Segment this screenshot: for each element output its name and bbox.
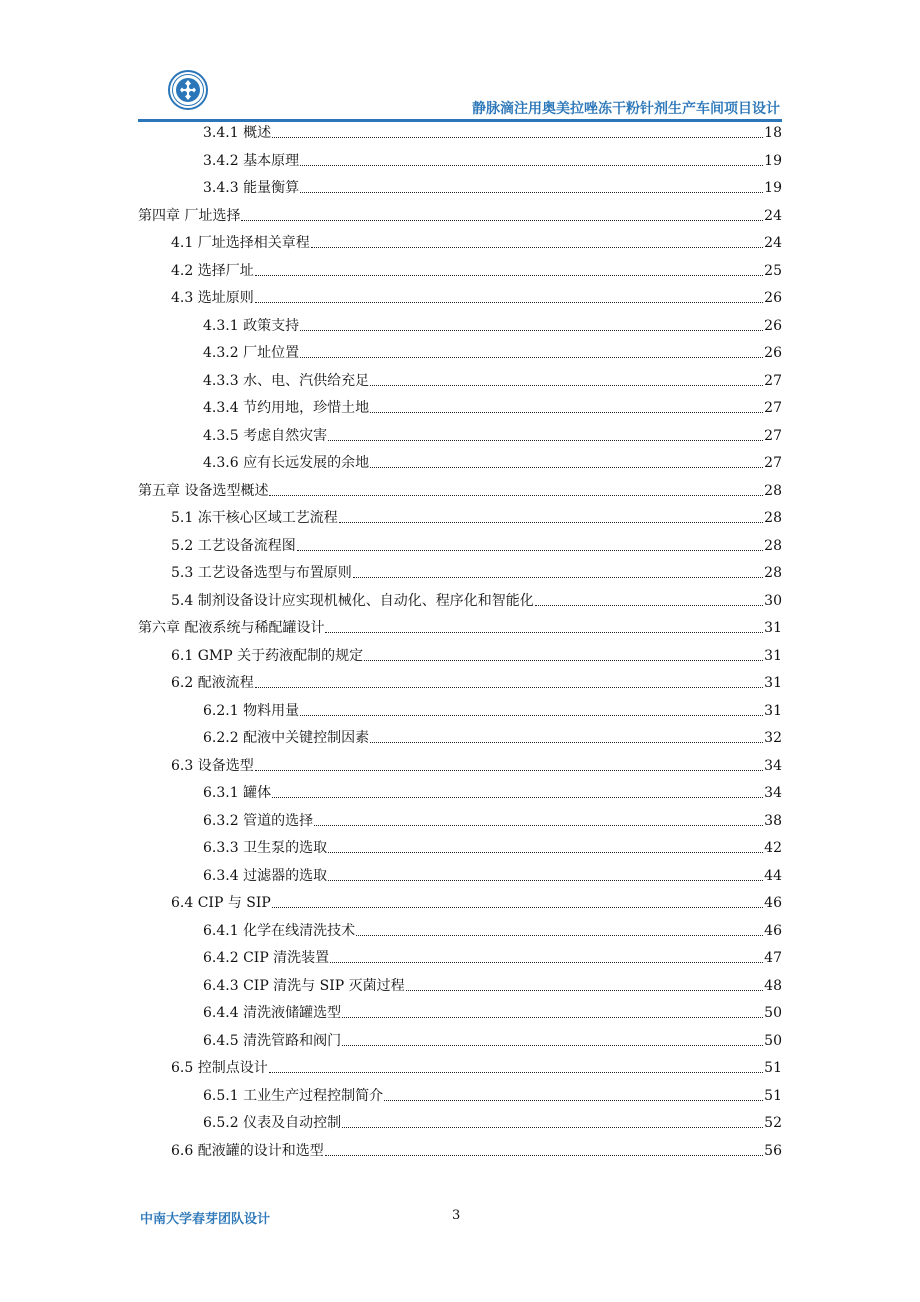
toc-entry-title: 6.4.3 CIP 清洗与 SIP 灭菌过程 (203, 977, 405, 994)
toc-entry-title: 6.2.2 配液中关键控制因素 (203, 730, 370, 746)
dot-leader (300, 165, 763, 166)
toc-entry[interactable] (203, 701, 782, 721)
toc-entry-page: 56 (764, 1142, 782, 1159)
toc-entry[interactable] (138, 206, 782, 226)
toc-entry[interactable] (171, 673, 782, 693)
toc-entry-title: 5.4 制剂设备设计应实现机械化、自动化、程序化和智能化 (171, 592, 534, 609)
toc-entry-page: 51 (764, 1060, 782, 1076)
toc-entry-title: 4.3 选址原则 (171, 290, 254, 306)
toc-entry-title: 4.3.5 考虑自然灾害 (203, 427, 328, 444)
dot-leader (255, 770, 763, 771)
footer-team-name: 中南大学春芽团队设计 (140, 1212, 271, 1227)
toc-entry-title: 6.3.2 管道的选择 (203, 812, 314, 829)
toc-entry[interactable] (171, 508, 782, 528)
toc-entry-page: 19 (764, 180, 782, 196)
header-divider (138, 119, 782, 122)
toc-entry-title: 4.3.4 节约用地，珍惜土地 (203, 400, 370, 416)
toc-entry-title: 4.3.6 应有长远发展的余地 (203, 455, 370, 471)
dot-leader (297, 550, 763, 551)
toc-entry[interactable] (171, 563, 782, 583)
toc-entry-page: 24 (764, 235, 782, 251)
toc-entry-page: 28 (764, 537, 782, 554)
toc-entry[interactable] (203, 783, 782, 803)
dot-leader (241, 220, 763, 221)
toc-entry-title: 6.1 GMP 关于药液配制的规定 (171, 647, 364, 664)
toc-entry-page: 31 (764, 620, 782, 636)
toc-entry-title: 4.3.1 政策支持 (203, 317, 300, 334)
toc-entry-title: 6.3.1 罐体 (203, 785, 272, 801)
toc-entry-title: 6.4.5 清洗管路和阀门 (203, 1032, 342, 1049)
toc-entry-page: 26 (764, 345, 782, 361)
toc-entry-title: 6.3.3 卫生泵的选取 (203, 840, 328, 856)
toc-entry-title: 第四章 厂址选择 (138, 207, 241, 224)
toc-entry-title: 3.4.3 能量衡算 (203, 180, 300, 196)
toc-entry-page: 27 (764, 427, 782, 444)
dot-leader (342, 1045, 763, 1046)
toc-entry-page: 51 (764, 1087, 782, 1104)
dot-leader (272, 797, 763, 798)
toc-entry-page: 26 (764, 290, 782, 306)
toc-entry[interactable] (203, 1003, 782, 1023)
toc-entry[interactable] (203, 1031, 782, 1051)
toc-entry-title: 6.3.4 过滤器的选取 (203, 867, 328, 884)
dot-leader (384, 1100, 763, 1101)
dot-leader (342, 1017, 763, 1018)
toc-entry-page: 31 (764, 647, 782, 664)
toc-entry[interactable] (138, 618, 782, 638)
toc-entry-title: 4.3.2 厂址位置 (203, 345, 300, 361)
toc-entry-title: 5.2 工艺设备流程图 (171, 537, 296, 554)
toc-entry-title: 4.1 厂址选择相关章程 (171, 235, 310, 251)
toc-entry[interactable] (203, 151, 782, 171)
dot-leader (356, 935, 763, 936)
dot-leader (300, 330, 763, 331)
dot-leader (255, 302, 763, 303)
toc-entry[interactable] (203, 123, 782, 143)
toc-entry[interactable] (203, 866, 782, 886)
dot-leader (300, 357, 763, 358)
toc-entry[interactable] (203, 371, 782, 391)
toc-entry[interactable] (203, 1086, 782, 1106)
toc-entry-title: 3.4.2 基本原理 (203, 152, 300, 169)
dot-leader (300, 715, 763, 716)
toc-entry-page: 34 (764, 785, 782, 801)
toc-entry-page: 32 (764, 730, 782, 746)
university-seal-icon (168, 70, 208, 110)
toc-entry-title: 4.2 选择厂址 (171, 262, 254, 279)
toc-entry-page: 50 (764, 1005, 782, 1021)
toc-entry-page: 19 (764, 152, 782, 169)
toc-entry-page: 44 (764, 867, 782, 884)
toc-entry-title: 5.1 冻干核心区域工艺流程 (171, 510, 338, 526)
toc-entry[interactable] (171, 288, 782, 308)
toc-entry-title: 6.5.2 仪表及自动控制 (203, 1115, 342, 1131)
toc-entry-page: 46 (764, 922, 782, 939)
toc-entry-title: 6.6 配液罐的设计和选型 (171, 1142, 324, 1159)
toc-entry-title: 6.4.1 化学在线清洗技术 (203, 922, 356, 939)
toc-entry[interactable] (171, 893, 782, 913)
toc-entry-title: 3.4.1 概述 (203, 125, 272, 141)
toc-entry[interactable] (203, 948, 782, 968)
toc-entry-page: 46 (764, 895, 782, 911)
dot-leader (269, 1072, 763, 1073)
toc-entry[interactable] (203, 343, 782, 363)
toc-entry[interactable] (171, 261, 782, 281)
toc-entry[interactable] (203, 398, 782, 418)
dot-leader (353, 577, 763, 578)
dot-leader (272, 137, 763, 138)
dot-leader (339, 522, 763, 523)
toc-entry-page: 24 (764, 207, 782, 224)
dot-leader (269, 495, 763, 496)
toc-entry[interactable] (203, 921, 782, 941)
toc-entry-page: 27 (764, 400, 782, 416)
dot-leader (272, 907, 763, 908)
dot-leader (364, 660, 763, 661)
toc-entry[interactable] (203, 976, 782, 996)
toc-entry-page: 30 (764, 592, 782, 609)
toc-entry-page: 34 (764, 757, 782, 774)
dot-leader (255, 275, 763, 276)
dot-leader (328, 440, 763, 441)
toc-entry-page: 52 (764, 1115, 782, 1131)
dot-leader (328, 852, 763, 853)
toc-entry-page: 48 (764, 977, 782, 994)
toc-entry[interactable] (203, 453, 782, 473)
dot-leader (314, 825, 763, 826)
toc-entry-title: 第六章 配液系统与稀配罐设计 (138, 620, 325, 636)
toc-entry-page: 38 (764, 812, 782, 829)
toc-entry-title: 4.3.3 水、电、汽供给充足 (203, 372, 370, 389)
toc-entry-page: 28 (764, 510, 782, 526)
dot-leader (342, 1127, 763, 1128)
toc-entry-title: 5.3 工艺设备选型与布置原则 (171, 565, 352, 581)
toc-entry[interactable] (203, 1113, 782, 1133)
toc-entry-page: 42 (764, 840, 782, 856)
toc-entry[interactable] (203, 426, 782, 446)
toc-entry-title: 6.5.1 工业生产过程控制简介 (203, 1087, 384, 1104)
dot-leader (325, 1155, 763, 1156)
toc-entry-page: 31 (764, 675, 782, 691)
toc-entry-page: 27 (764, 372, 782, 389)
dot-leader (255, 687, 763, 688)
footer-page-number: 3 (452, 1208, 461, 1223)
toc-entry[interactable] (138, 481, 782, 501)
toc-entry-page: 27 (764, 455, 782, 471)
toc-entry-title: 6.4.4 清洗液储罐选型 (203, 1005, 342, 1021)
toc-entry[interactable] (203, 811, 782, 831)
toc-entry[interactable] (171, 646, 782, 666)
toc-entry-page: 25 (764, 262, 782, 279)
document-header-title: 静脉滴注用奥美拉唑冻干粉针剂生产车间项目设计 (472, 101, 780, 117)
dot-leader (370, 742, 763, 743)
toc-entry-title: 6.2 配液流程 (171, 675, 254, 691)
toc-entry-page: 50 (764, 1032, 782, 1049)
toc-entry[interactable] (171, 233, 782, 253)
toc-entry-title: 6.4 CIP 与 SIP (171, 895, 271, 911)
dot-leader (325, 632, 763, 633)
toc-entry[interactable] (171, 591, 782, 611)
toc-entry[interactable] (171, 756, 782, 776)
dot-leader (370, 412, 763, 413)
toc-entry[interactable] (171, 1141, 782, 1161)
toc-entry-title: 6.2.1 物料用量 (203, 702, 300, 719)
toc-entry[interactable] (171, 1058, 782, 1078)
dot-leader (311, 247, 763, 248)
toc-entry-page: 28 (764, 482, 782, 499)
dot-leader (300, 192, 763, 193)
toc-entry-page: 18 (764, 125, 782, 141)
toc-entry[interactable] (171, 536, 782, 556)
toc-entry-page: 28 (764, 565, 782, 581)
dot-leader (535, 605, 763, 606)
dot-leader (330, 962, 763, 963)
toc-entry-title: 6.4.2 CIP 清洗装置 (203, 950, 330, 966)
toc-entry-title: 第五章 设备选型概述 (138, 482, 269, 499)
dot-leader (328, 880, 763, 881)
toc-entry-page: 26 (764, 317, 782, 334)
dot-leader (370, 467, 763, 468)
toc-entry-title: 6.3 设备选型 (171, 757, 254, 774)
dot-leader (406, 990, 764, 991)
toc-entry[interactable] (203, 178, 782, 198)
toc-entry-page: 31 (764, 702, 782, 719)
toc-entry[interactable] (203, 838, 782, 858)
toc-entry[interactable] (203, 728, 782, 748)
dot-leader (370, 385, 763, 386)
toc-entry-page: 47 (764, 950, 782, 966)
toc-entry[interactable] (203, 316, 782, 336)
toc-entry-title: 6.5 控制点设计 (171, 1060, 268, 1076)
